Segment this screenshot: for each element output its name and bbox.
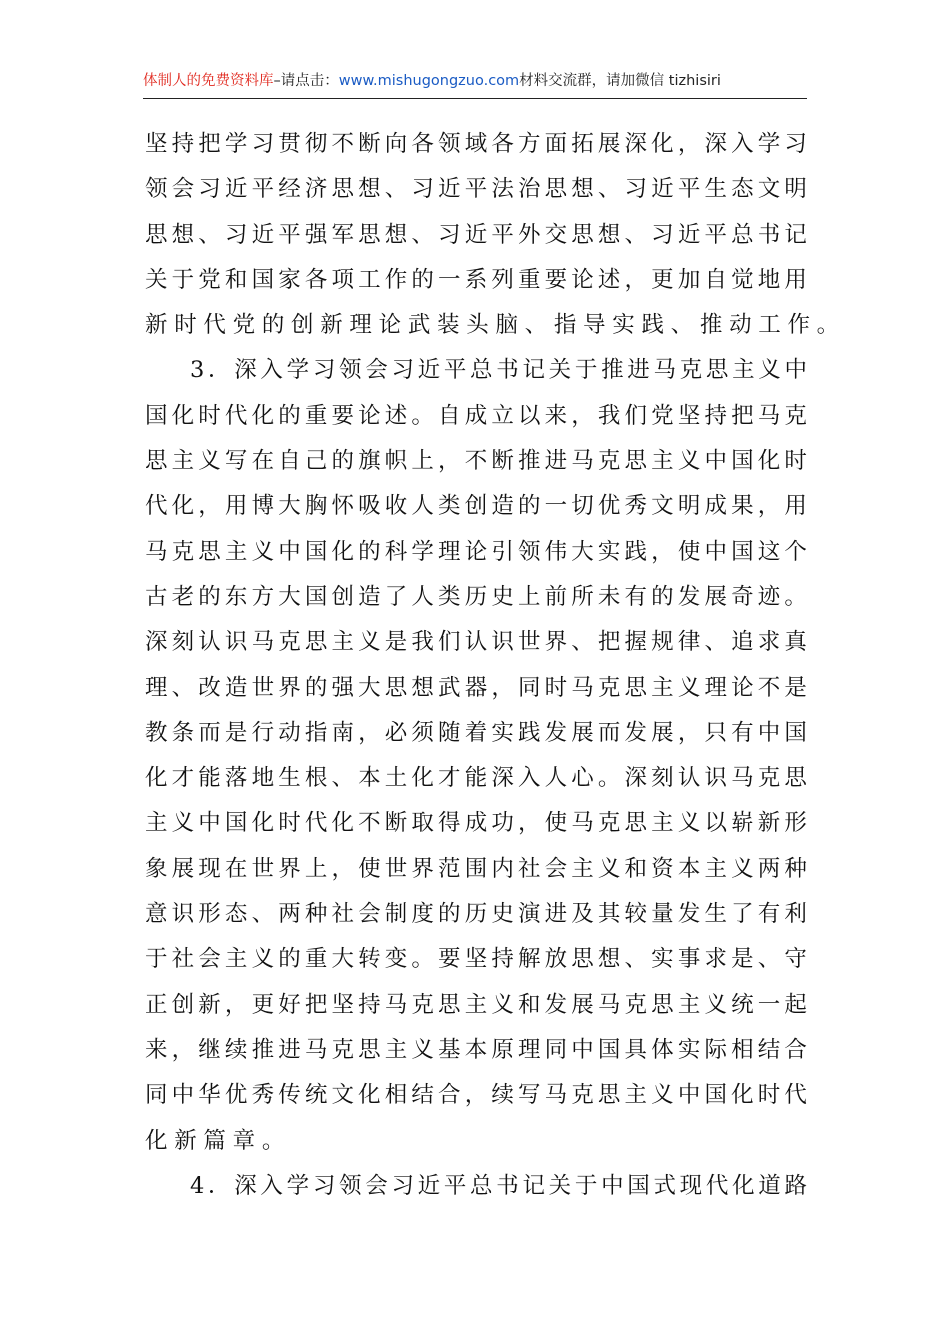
body-line: 教 条 而 是 行 动 指 南 ， 必 须 随 着 实 践 发 展 而 发 展 ， 只 有 中 国 (145, 719, 807, 746)
header-prompt: –请点击： (273, 73, 339, 89)
body-line: 领 会 习 近 平 经 济 思 想 、 习 近 平 法 治 思 想 、 习 近 平 生 态 文 明 (145, 176, 807, 203)
body-line: 理 、 改 造 世 界 的 强 大 思 想 武 器 ， 同 时 马 克 思 主 义 理 论 不 是 (145, 674, 807, 701)
body-line: 坚 持 把 学 习 贯 彻 不 断 向 各 领 域 各 方 面 拓 展 深 化 ， 深 入 学 习 (145, 131, 807, 157)
body-line: 关 于 党 和 国 家 各 项 工 作 的 一 系 列 重 要 论 述 ， 更 加 自 觉 地 用 (145, 266, 807, 293)
body-line: 象 展 现 在 世 界 上 ， 使 世 界 范 围 内 社 会 主 义 和 资 本 主 义 两 种 (145, 855, 807, 882)
body-line: 4 ． 深 入 学 习 领 会 习 近 平 总 书 记 关 于 中 国 式 现 代 化 道 路 (190, 1172, 807, 1199)
body-line: 化 才 能 落 地 生 根 、 本 土 化 才 能 深 入 人 心 。 深 刻 认 识 马 克 思 (145, 765, 807, 792)
body-line: 意 识 形 态 、 两 种 社 会 制 度 的 历 史 演 进 及 其 较 量 发 生 了 有 利 (145, 901, 807, 928)
header-link[interactable]: www.mishugongzuo.com (338, 73, 520, 89)
document-body (145, 122, 840, 1209)
body-line: 于 社 会 主 义 的 重 大 转 变 。 要 坚 持 解 放 思 想 、 实 事 求 是 、 守 (145, 946, 807, 973)
body-line: 正 创 新 ， 更 好 把 坚 持 马 克 思 主 义 和 发 展 马 克 思 主 义 统 一 起 (145, 991, 807, 1018)
body-line: 代 化 ， 用 博 大 胸 怀 吸 收 人 类 创 造 的 一 切 优 秀 文 明 成 果 ， 用 (145, 493, 807, 520)
body-line: 深 刻 认 识 马 克 思 主 义 是 我 们 认 识 世 界 、 把 握 规 律 、 追 求 真 (145, 629, 807, 656)
body-line: 古 老 的 东 方 大 国 创 造 了 人 类 历 史 上 前 所 未 有 的 发 展 奇 迹 。 (145, 583, 807, 610)
page-header (143, 64, 807, 99)
header-contact: 材料交流群，请加微信 tizhisiri (519, 73, 721, 89)
body-line: 来 ， 继 续 推 进 马 克 思 主 义 基 本 原 理 同 中 国 具 体 实 际 相 结 合 (145, 1036, 807, 1063)
body-line: 同 中 华 优 秀 传 统 文 化 相 结 合 ， 续 写 马 克 思 主 义 中 国 化 时 代 (145, 1082, 807, 1109)
body-line: 国 化 时 代 化 的 重 要 论 述 。 自 成 立 以 来 ， 我 们 党 坚 持 把 马 克 (145, 402, 807, 429)
body-line: 思 想 、 习 近 平 强 军 思 想 、 习 近 平 外 交 思 想 、 习 近 平 总 书 记 (145, 221, 807, 248)
body-line: 3 ． 深 入 学 习 领 会 习 近 平 总 书 记 关 于 推 进 马 克 思 主 义 中 (190, 357, 807, 384)
header-brand: 体制人的免费资料库 (143, 73, 274, 89)
body-line: 主 义 中 国 化 时 代 化 不 断 取 得 成 功 ， 使 马 克 思 主 义 以 崭 新 形 (145, 810, 807, 837)
body-line: 化 新 篇 章 。 (145, 1127, 285, 1154)
body-line: 新 时 代 党 的 创 新 理 论 武 装 头 脑 、 指 导 实 践 、 推 动 工 作 。 (145, 312, 840, 339)
body-line: 马 克 思 主 义 中 国 化 的 科 学 理 论 引 领 伟 大 实 践 ， 使 中 国 这 个 (145, 538, 807, 565)
body-line: 思 主 义 写 在 自 己 的 旗 帜 上 ， 不 断 推 进 马 克 思 主 义 中 国 化 时 (145, 448, 807, 475)
